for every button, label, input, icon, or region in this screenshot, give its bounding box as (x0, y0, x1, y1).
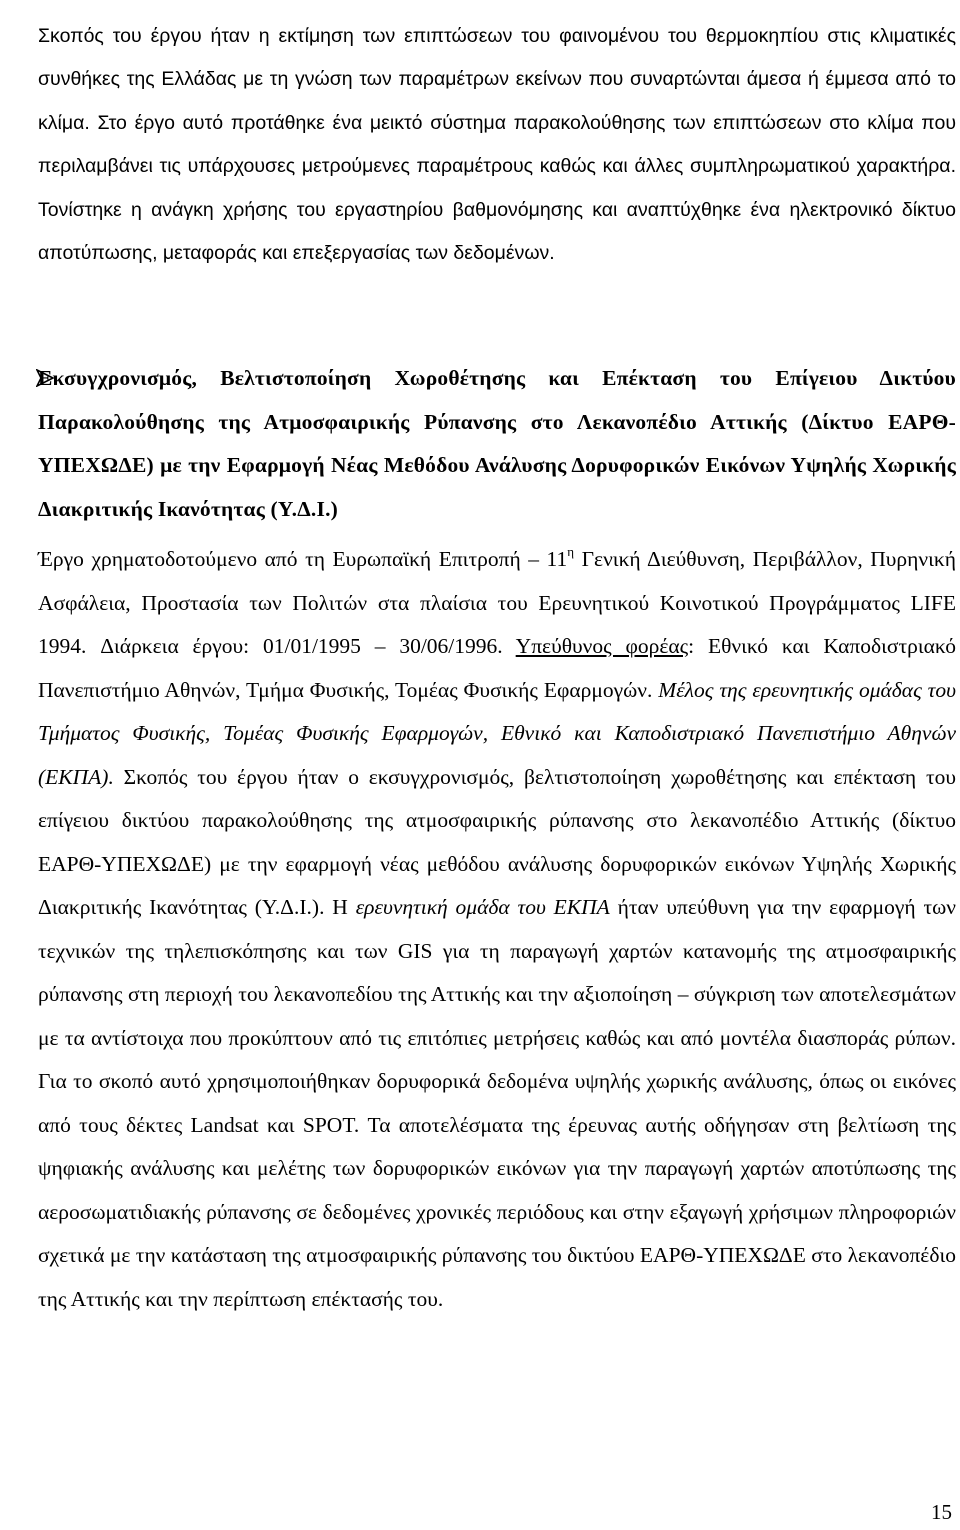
responsible-text: : Εθνικό και Καποδιστριακό Πανεπιστήμιο Αθηνών, Τμήμα Φυσικής, Τομέας Φυσικής Εφαρμογών. (38, 634, 956, 702)
aim-text: Σκοπός του έργου ήταν ο εκσυγχρονισμός, βελτιστοποίηση χωροθέτησης και επέκταση του επίγειου δικτύου παρακολούθησης της ατμοσφαιρικής ρύπανσης στο λεκανοπέδιο Αττικής (δίκτυο ΕΑΡΘ-ΥΠΕΧΩΔΕ) με την εφαρμογή νέας μεθόδου ανάλυσης δορυφορικών εικόνων Υψηλής Χωρικής Διακριτικής Ικανότητας (Υ.Δ.Ι.). Η (38, 764, 956, 919)
funding-text: Έργο χρηματοδοτούμενο από τη Ευρωπαϊκή Επιτροπή – 11 (38, 547, 568, 571)
member-text: Μέλος της ερευνητικής ομάδας του Τμήματος Φυσικής, Τομέας Φυσικής Εφαρμογών, Εθνικό και Καποδιστριακό Πανεπιστήμιο Αθηνών (ΕΚΠΑ). (38, 677, 956, 789)
project-details (38, 538, 956, 1321)
page-number: 15 (931, 1500, 952, 1524)
project-title (38, 357, 956, 531)
intro-paragraph: Σκοπός του έργου ήταν η εκτίμηση των επιπτώσεων του φαινομένου του θερμοκηπίου στις κλιματικές συνθήκες της Ελλάδας με τη γνώση των παραμέτρων εκείνων που συναρτώνται άμεσα ή έμμεσα από το κλίμα. Στο έργο αυτό προτάθηκε ένα μεικτό σύστημα παρακολούθησης των επιπτώσεων στο κλίμα που περιλαμβάνει τις υπάρχουσες μετρούμενες παραμέτρους καθώς και άλλες συμπληρωματικού χαρακτήρα. Τονίστηκε η ανάγκη χρήσης του εργαστηρίου βαθμονόμησης και αναπτύχθηκε ένα ηλεκτρονικό δίκτυο αποτύπωσης, μεταφοράς και επεξεργασίας των δεδομένων. (38, 24, 956, 264)
project-entry (38, 357, 956, 531)
results-text: ήταν υπεύθυνη για την εφαρμογή των τεχνικών της τηλεπισκόπησης και των GIS για τη παραγωγή χαρτών κατανομής της ατμοσφαιρικής ρύπανσης στη περιοχή του λεκανοπεδίου της Αττικής και την αξιοποίηση – σύγκριση των αποτελεσμάτων με τα αντίστοιχα που προκύπτουν από τις επιτόπιες μετρήσεις καθώς και από μοντέλα διασποράς ρύπων. Για το σκοπό αυτό χρησιμοποιήθηκαν δορυφορικά δεδομένα υψηλής χωρικής ανάλυσης, όπως οι εικόνες από τους δέκτες Landsat και SPOT. Τα αποτελέσματα της έρευνας αυτής οδήγησαν στη βελτίωση της ψηφιακής ανάλυσης και μελέτης των δορυφορικών εικόνων για την παραγωγή χαρτών αποτύπωσης της αεροσωματιδιακής ρύπανσης σε δεδομένες χρονικές περιόδους και στην εξαγωγή χρήσιμων πληροφοριών σχετικά με την κατάσταση της ατμοσφαιρικής ρύπανσης του δικτύου ΕΑΡΘ-ΥΠΕΧΩΔΕ στο λεκανοπέδιο της Αττικής και την περίπτωση επέκτασής του. (38, 895, 956, 1311)
team-text: ερευνητική ομάδα του ΕΚΠΑ (355, 895, 610, 919)
responsible-label: Υπεύθυνος φορέας (515, 634, 689, 658)
funding-superscript: η (567, 544, 575, 559)
project-title-text: Εκσυγχρονισμός, Βελτιστοποίηση Χωροθέτησης και Επέκταση του Επίγειου Δικτύου Παρακολούθησης της Ατμοσφαιρικής Ρύπανσης στο Λεκανοπέδιο Αττικής (Δίκτυο ΕΑΡΘ-ΥΠΕΧΩΔΕ) με την Εφαρμογή Νέας Μεθόδου Ανάλυσης Δορυφορικών Εικόνων Υψηλής Χωρικής Διακριτικής Ικανότητας (Υ.Δ.Ι.) (38, 366, 956, 521)
arrowhead-bullet-icon (36, 369, 54, 387)
funding-text-continued: Γενική Διεύθυνση, Περιβάλλον, Πυρηνική Ασφάλεια, Προστασία των Πολιτών στα πλαίσια του Ερευνητικού Κοινοτικού Προγράμματος LIFE 1994. Διάρκεια έργου: 01/01/1995 – 30/06/1996. (38, 547, 956, 658)
